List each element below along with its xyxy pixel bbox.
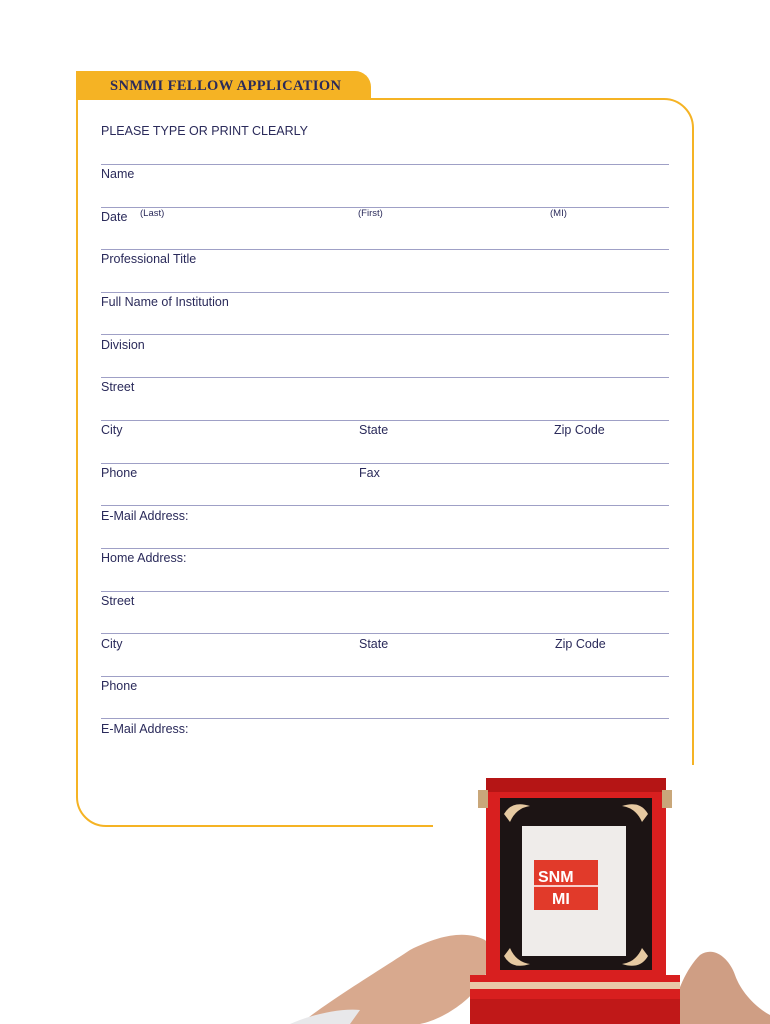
award-logo-text: SNM: [538, 869, 574, 886]
email-line[interactable]: [101, 505, 669, 506]
professional-title-line[interactable]: [101, 249, 669, 250]
home-address-line[interactable]: [101, 548, 669, 549]
home-zip-code-label: Zip Code: [555, 637, 606, 651]
left-hand-icon: [300, 935, 490, 1024]
city-line[interactable]: [101, 420, 669, 421]
first-sublabel: (First): [358, 208, 383, 219]
home-phone-line[interactable]: [101, 676, 669, 677]
division-label: Division: [101, 338, 145, 352]
home-state-label: State: [359, 637, 389, 651]
street-label: Street: [101, 380, 135, 394]
home-city-label: City: [101, 637, 123, 651]
home-address-label: Home Address:: [101, 551, 187, 565]
phone-label: Phone: [101, 466, 138, 480]
home-email-label: E-Mail Address:: [101, 722, 189, 736]
fax-label: Fax: [359, 466, 380, 480]
award-box-photo: [290, 770, 770, 1024]
professional-title-label: Professional Title: [101, 252, 197, 266]
mi-sublabel: (MI): [550, 208, 567, 219]
city-label: City: [101, 423, 123, 437]
date-label: Date: [101, 210, 128, 224]
state-label: State: [359, 423, 389, 437]
svg-text:MI: MI: [552, 891, 570, 908]
last-sublabel: (Last): [140, 208, 165, 219]
institution-label: Full Name of Institution: [101, 295, 229, 309]
zip-code-label: Zip Code: [554, 423, 605, 437]
home-phone-label: Phone: [101, 679, 138, 693]
right-hand-icon: [670, 952, 770, 1024]
street-line[interactable]: [101, 377, 669, 378]
phone-line[interactable]: [101, 463, 669, 464]
instructions-text: PLEASE TYPE OR PRINT CLEARLY: [101, 124, 309, 138]
page-title: SNMMI FELLOW APPLICATION: [110, 78, 342, 94]
email-label: E-Mail Address:: [101, 509, 189, 523]
division-line[interactable]: [101, 334, 669, 335]
home-street-label: Street: [101, 594, 135, 608]
home-city-line[interactable]: [101, 633, 669, 634]
institution-line[interactable]: [101, 292, 669, 293]
home-street-line[interactable]: [101, 591, 669, 592]
home-email-line[interactable]: [101, 718, 669, 719]
name-line[interactable]: [101, 164, 669, 165]
name-label: Name: [101, 167, 135, 181]
date-line[interactable]: [101, 207, 669, 208]
